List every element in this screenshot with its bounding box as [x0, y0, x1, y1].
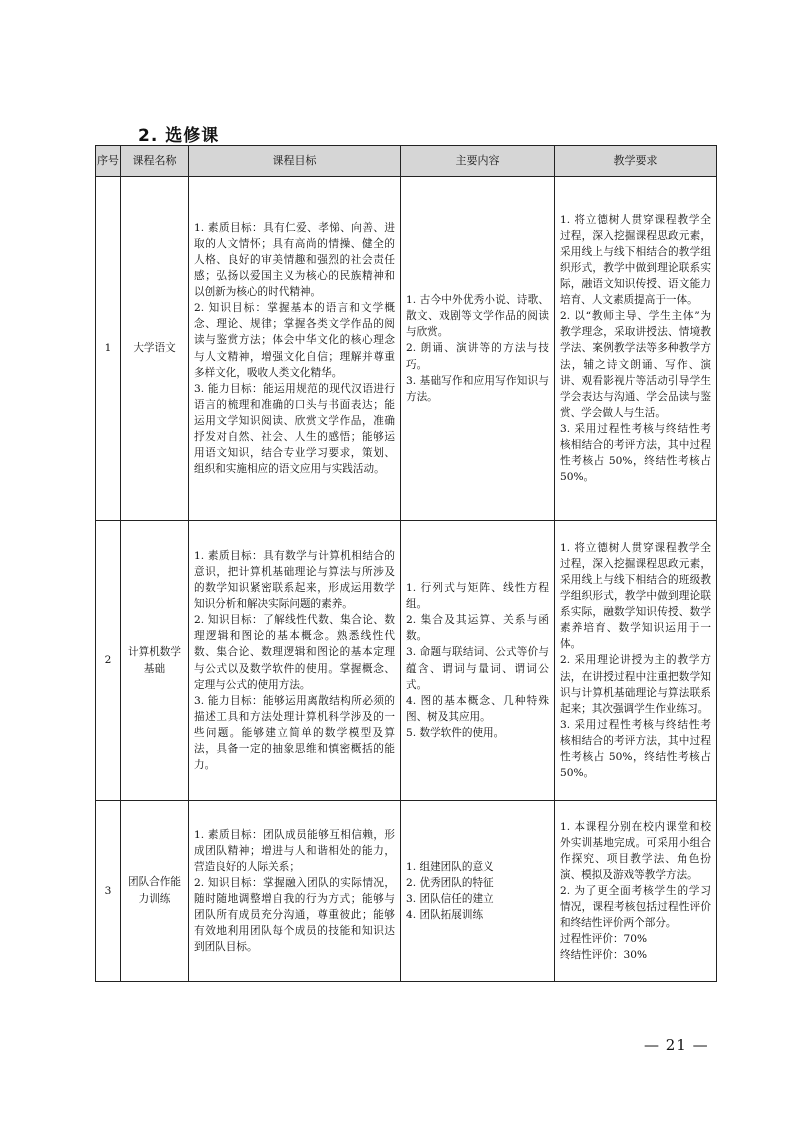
table-row	[96, 521, 717, 801]
course-goals	[189, 801, 401, 982]
requirement-item: 3. 采用过程性考核与终结性考核相结合的考评方法，其中过程性考核占 50%，终结性考核占 50%。	[560, 718, 711, 780]
content-item: 2. 优秀团队的特征	[406, 876, 494, 889]
requirement-item: 过程性评价：70%	[560, 933, 648, 946]
content-item: 3. 命题与联结词、公式等价与蕴含、谓词与量词、谓词公式。	[406, 646, 549, 691]
course-name: 团队合作能力训练	[121, 801, 189, 982]
content-item: 2. 朗诵、演讲等的方法与技巧。	[406, 342, 549, 371]
header-no-label: 序号	[97, 154, 119, 167]
requirement-item: 1. 将立德树人贯穿课程教学全过程，深入挖掘课程思政元素，采用线上与线下相结合的教学组织形式，教学中做到理论联系实际，融语文知识传授、语文能力培育、人文素质提高于一体。	[560, 213, 711, 307]
goal-item: 2. 知识目标：掌握基本的语言和文学概念、理论、规律；掌握各类文学作品的阅读与鉴赏方法；体会中华文化的核心理念与人文精神，增强文化自信；理解并尊重多样文化，吸收人类文化精华。	[194, 302, 395, 379]
course-goals	[189, 177, 401, 521]
main-content	[401, 177, 555, 521]
content-item: 4. 团队拓展训练	[406, 909, 484, 922]
section-title: 2. 选修课	[138, 126, 220, 146]
requirement-item: 终结性评价：30%	[560, 949, 648, 962]
content-item: 4. 图的基本概念、几种特殊图、树及其应用。	[406, 694, 549, 723]
requirement-item: 1. 将立德树人贯穿课程教学全过程，深入挖掘课程思政元素，采用线上与线下相结合的班级教学组织形式，教学中做到理论联系实际，融数学知识传授、数学素养培育、数学知识运用于一体。	[560, 541, 711, 651]
table-row	[96, 801, 717, 982]
content-item: 1. 组建团队的意义	[406, 860, 494, 873]
teaching-requirements	[555, 801, 717, 982]
requirement-item: 2. 为了更全面考核学生的学习情况，课程考核包括过程性评价和终结性评价两个部分。	[560, 884, 711, 930]
header-no	[96, 146, 121, 177]
page-number: — 21 —	[644, 1036, 709, 1054]
goal-item: 3. 能力目标：能运用规范的现代汉语进行语言的梳理和准确的口头与书面表达；能运用文学知识阅读、欣赏文学作品，准确抒发对自然、社会、人生的感悟；能够运用语文知识，结合专业学习要求，策划、组织和实施相应的语文应用与实践活动。	[194, 382, 395, 476]
course-name: 大学语文	[121, 177, 189, 521]
goal-item: 1. 素质目标：团队成员能够互相信赖，形成团队精神；增进与人和谐相处的能力，营造良好的人际关系；	[194, 828, 395, 873]
content-item: 5. 数学软件的使用。	[406, 726, 505, 739]
content-item: 1. 行列式与矩阵、线性方程组。	[406, 582, 549, 611]
content-item: 3. 基础写作和应用写作知识与方法。	[406, 374, 549, 403]
header-course-name: 课程名称	[121, 146, 189, 177]
main-content	[401, 801, 555, 982]
content-item: 3. 团队信任的建立	[406, 893, 494, 905]
goal-item: 2. 知识目标：了解线性代数、集合论、数理逻辑和图论的基本概念。熟悉线性代数、集合论、数理逻辑和图论的基本定理与公式以及数学软件的使用。掌握概念、定理与公式的使用方法。	[194, 614, 395, 691]
table-row	[96, 177, 717, 521]
requirement-item: 1. 本课程分别在校内课堂和校外实训基地完成。可采用小组合作探究、项目教学法、角色扮演、模拟及游戏等教学方法。	[560, 820, 711, 881]
header-teaching-requirements: 教学要求	[555, 146, 717, 177]
header-course-goals: 课程目标	[189, 146, 401, 177]
course-goals	[189, 521, 401, 801]
teaching-requirements	[555, 521, 717, 801]
row-number: 1	[96, 177, 121, 521]
main-content	[401, 521, 555, 801]
goal-item: 3. 能力目标：能够运用离散结构所必须的描述工具和方法处理计算机科学涉及的一些问题。能够建立简单的数学模型及算法，具备一定的抽象思维和慎密概括的能力。	[194, 694, 395, 772]
requirement-item: 2. 以“教师主导、学生主体”为教学理念，采取讲授法、情境教学法、案例教学法等多种教学方法，辅之诗文朗诵、写作、演讲、观看影视片等活动引导学生学会表达与沟通、学会品读与鉴赏、学会做人与生活。	[560, 310, 711, 419]
content-item: 1. 古今中外优秀小说、诗歌、散文、戏剧等文学作品的阅读与欣赏。	[406, 294, 549, 339]
content-item: 2. 集合及其运算、关系与函数。	[406, 614, 549, 643]
goal-item: 2. 知识目标：掌握融入团队的实际情况，随时随地调整增自我的行为方式；能够与团队所有成员充分沟通，尊重彼此；能够有效地利用团队每个成员的技能和知识达到团队目标。	[194, 876, 395, 954]
goal-item: 1. 素质目标：具有仁爱、孝悌、向善、进取的人文情怀；具有高尚的情操、健全的人格、良好的审美情趣和强烈的社会责任感；弘扬以爱国主义为核心的民族精神和以创新为核心的时代精神。	[194, 221, 395, 299]
row-number: 2	[96, 521, 121, 801]
requirement-item: 2. 采用理论讲授为主的教学方法，在讲授过程中注重把数学知识与计算机基础理论与算法联系起来；其次强调学生作业练习。	[560, 654, 711, 715]
table-header-row	[96, 146, 717, 177]
row-number: 3	[96, 801, 121, 982]
elective-course-table	[95, 145, 717, 982]
goal-item: 1. 素质目标：具有数学与计算机相结合的意识，把计算机基础理论与算法与所涉及的数学知识紧密联系起来，形成运用数学知识分析和解决实际问题的素养。	[194, 549, 395, 611]
course-name: 计算机数学基础	[121, 521, 189, 801]
teaching-requirements	[555, 177, 717, 521]
header-main-content: 主要内容	[401, 146, 555, 177]
requirement-item: 3. 采用过程性考核与终结性考核相结合的考评方法，其中过程性考核占 50%，终结性考核占 50%。	[560, 422, 711, 484]
